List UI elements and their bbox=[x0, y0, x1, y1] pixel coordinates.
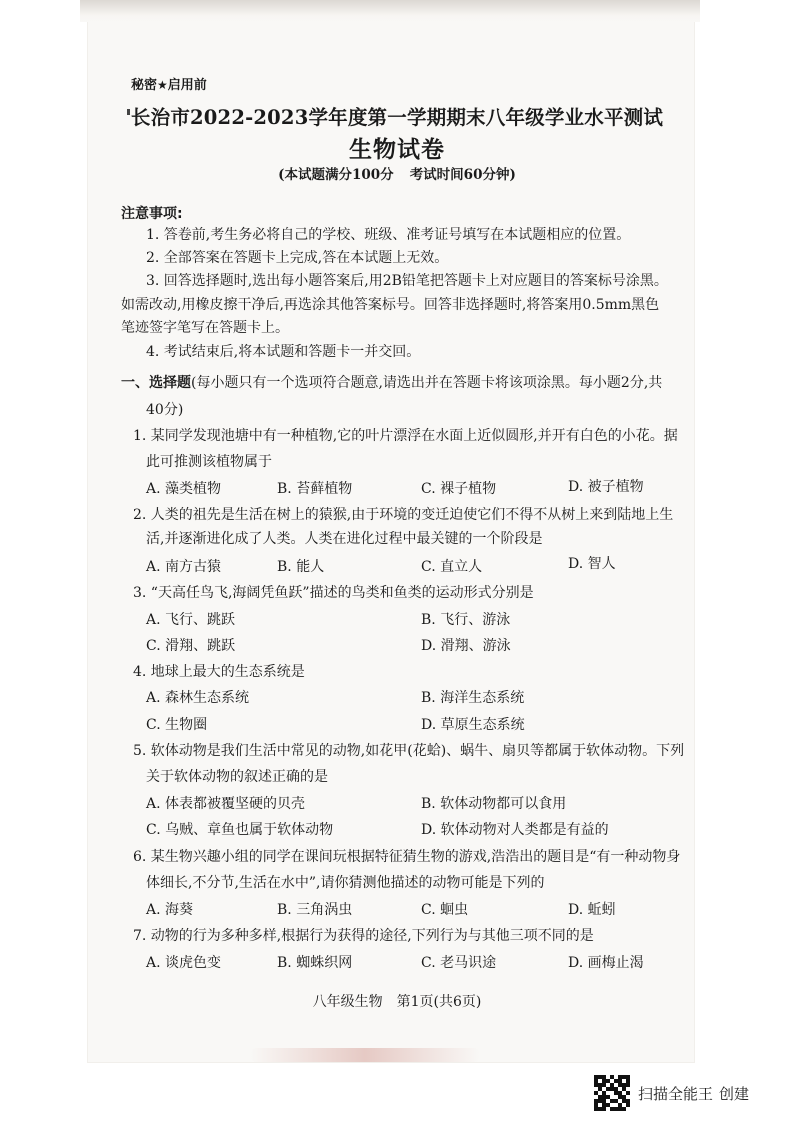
option: B. 飞行、游泳 bbox=[421, 612, 511, 628]
option: A. 藻类植物 bbox=[146, 481, 222, 497]
exam-info bbox=[0, 163, 794, 183]
scanner-app-name: 扫描全能王 bbox=[638, 1084, 714, 1103]
page-footer bbox=[0, 991, 794, 1011]
question-stem: 3. “天高任鸟飞,海阔凭鱼跃”描述的鸟类和鱼类的运动形式分别是 bbox=[133, 585, 534, 601]
question-stem: 7. 动物的行为多种多样,根据行为获得的途径,下列行为与其他三项不同的是 bbox=[133, 928, 594, 944]
scan-shadow-top bbox=[80, 0, 700, 22]
section-heading bbox=[121, 372, 662, 392]
score-info: (本试题满分100分 bbox=[278, 167, 394, 183]
time-info: 考试时间60分钟) bbox=[409, 167, 516, 183]
option: A. 飞行、跳跃 bbox=[146, 612, 236, 628]
question-stem: 体细长,不分节,生活在水中”,请你猜测他描述的动物可能是下列的 bbox=[146, 875, 545, 891]
option: A. 谈虎色变 bbox=[146, 955, 222, 971]
option: C. 裸子植物 bbox=[421, 481, 497, 497]
option: D. 软体动物对人类都是有益的 bbox=[421, 822, 609, 838]
question-stem: 5. 软体动物是我们生活中常见的动物,如花甲(花蛤)、蜗牛、扇贝等都属于软体动物。下列 bbox=[133, 743, 685, 759]
option: A. 森林生态系统 bbox=[146, 690, 250, 706]
section-desc: (每小题只有一个选项符合题意,请选出并在答题卡将该项涂黑。每小题2分,共 bbox=[191, 375, 663, 391]
option: D. 滑翔、游泳 bbox=[421, 638, 511, 654]
scan-shadow-bottom bbox=[250, 1048, 480, 1062]
section-label: 一、选择题 bbox=[121, 375, 191, 391]
notice-line: 如需改动,用橡皮擦干净后,再选涂其他答案标号。回答非选择题时,将答案用0.5mm黑色 bbox=[121, 297, 660, 313]
option: B. 三角涡虫 bbox=[277, 902, 353, 918]
scanner-brand-text bbox=[638, 1083, 749, 1104]
question-stem: 4. 地球上最大的生态系统是 bbox=[133, 664, 305, 680]
option: B. 能人 bbox=[277, 559, 325, 575]
footer-page: 第1页(共6页) bbox=[396, 994, 482, 1010]
option: A. 海葵 bbox=[146, 902, 194, 918]
notice-line: 笔迹签字笔写在答题卡上。 bbox=[121, 320, 289, 336]
notice-heading: 注意事项: bbox=[121, 206, 183, 222]
notice-line: 4. 考试结束后,将本试题和答题卡一并交回。 bbox=[146, 344, 421, 360]
notice-line: 1. 答卷前,考生务必将自己的学校、班级、准考证号填写在本试题相应的位置。 bbox=[146, 227, 631, 243]
question-stem: 此可推测该植物属于 bbox=[146, 454, 272, 470]
question-stem: 6. 某生物兴趣小组的同学在课间玩根据特征猜生物的游戏,浩浩出的题目是“有一种动物身 bbox=[133, 849, 681, 865]
option: C. 生物圈 bbox=[146, 717, 208, 733]
option: C. 老马识途 bbox=[421, 955, 497, 971]
scanner-watermark bbox=[594, 1073, 749, 1113]
confidential-mark bbox=[131, 74, 207, 93]
question-stem: 2. 人类的祖先是生活在树上的猿猴,由于环境的变迁迫使它们不得不从树上来到陆地上生 bbox=[133, 507, 674, 523]
question-stem: 1. 某同学发现池塘中有一种植物,它的叶片漂浮在水面上近似圆形,并开有白色的小花。据 bbox=[133, 428, 678, 444]
option: C. 滑翔、跳跃 bbox=[146, 638, 236, 654]
option: D. 画梅止渴 bbox=[568, 955, 644, 971]
scanner-action: 创建 bbox=[719, 1084, 750, 1103]
qr-code-icon bbox=[594, 1075, 630, 1111]
question-stem: 活,并逐渐进化成了人类。人类在进化过程中最关键的一个阶段是 bbox=[146, 531, 543, 547]
option: D. 被子植物 bbox=[568, 479, 644, 495]
option: B. 苔藓植物 bbox=[277, 481, 353, 497]
notice-line: 2. 全部答案在答题卡上完成,答在本试题上无效。 bbox=[146, 250, 449, 266]
confidential-label: 秘密 bbox=[131, 78, 158, 93]
before-use-label: 启用前 bbox=[167, 78, 207, 93]
star-icon: ★ bbox=[157, 78, 168, 92]
option: D. 草原生态系统 bbox=[421, 717, 525, 733]
notice-line: 3. 回答选择题时,选出每小题答案后,用2B铅笔把答题卡上对应题目的答案标号涂黑。 bbox=[146, 273, 668, 289]
section-desc-cont: 40分) bbox=[146, 402, 184, 418]
exam-title: 长治市2022-2023学年度第一学期期末八年级学业水平测试 bbox=[130, 106, 664, 129]
option: B. 软体动物都可以食用 bbox=[421, 796, 567, 812]
option: B. 蜘蛛织网 bbox=[277, 955, 353, 971]
option: A. 体表都被覆坚硬的贝壳 bbox=[146, 796, 306, 812]
option: C. 乌贼、章鱼也属于软体动物 bbox=[146, 822, 334, 838]
option: A. 南方古猿 bbox=[146, 559, 222, 575]
option: D. 蚯蚓 bbox=[568, 902, 616, 918]
option: C. 直立人 bbox=[421, 559, 483, 575]
option: D. 智人 bbox=[568, 556, 616, 572]
question-stem: 关于软体动物的叙述正确的是 bbox=[146, 769, 328, 785]
exam-subject-title: 生物试卷 bbox=[349, 136, 445, 163]
option: B. 海洋生态系统 bbox=[421, 690, 525, 706]
option: C. 蛔虫 bbox=[421, 902, 469, 918]
footer-subject: 八年级生物 bbox=[312, 994, 383, 1010]
